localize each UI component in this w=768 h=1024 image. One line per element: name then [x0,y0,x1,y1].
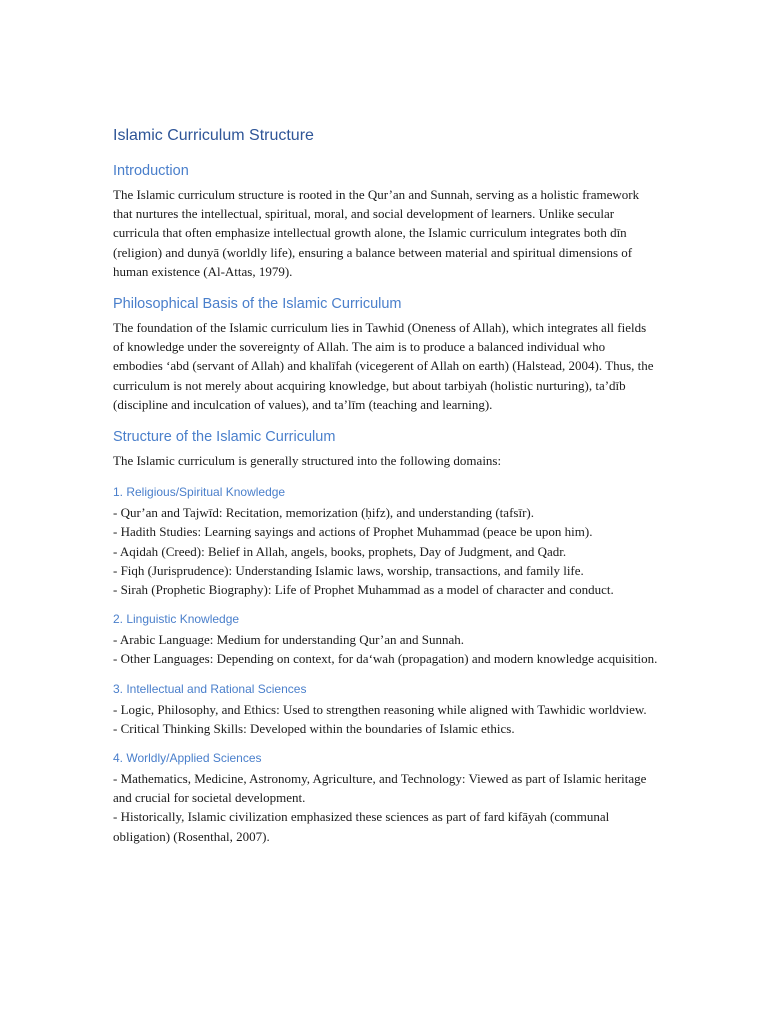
list-item: - Critical Thinking Skills: Developed within the boundaries of Islamic ethics. [113,720,515,736]
list-item: - Historically, Islamic civilization emphasized these sciences as part of fard kifāyah (communal obligation) (Rosenthal, 2007). [113,809,610,844]
introduction-heading: Introduction [113,163,189,179]
structure-paragraph: The Islamic curriculum is generally structured into the following domains: [113,453,502,469]
list-item: - Arabic Language: Medium for understanding Qur’an and Sunnah. [113,632,465,648]
philosophy-heading: Philosophical Basis of the Islamic Curriculum [113,296,402,313]
domain-heading: 3. Intellectual and Rational Sciences [113,681,307,696]
document-title: Islamic Curriculum Structure [113,127,314,144]
list-item: - Mathematics, Medicine, Astronomy, Agriculture, and Technology: Viewed as part of Islamic heritage and crucial for societal development. [113,771,647,806]
philosophy-paragraph: The foundation of the Islamic curriculum lies in Tawhid (Oneness of Allah), which integrates all fields of knowledge under the sovereignty of Allah. The aim is to produce a balanced individual who embodies ‘abd (servant of Allah) and khalīfah (vicegerent of Allah on earth) (Halstead, 2004). Thus, the curriculum is not merely about acquiring knowledge, but about tarbiyah (holistic nurturing), ta’dīb (discipline and inculcation of values), and ta’līm (teaching and learning). [113,320,654,412]
introduction-paragraph: The Islamic curriculum structure is rooted in the Qur’an and Sunnah, serving as a holistic framework that nurtures the intellectual, spiritual, moral, and social development of learners. Unlike secular curricula that often emphasize intellectual growth alone, the Islamic curriculum integrates both dīn (religion) and dunyā (worldly life), ensuring a balance between material and spiritual dimensions of human existence (Al-Attas, 1979). [113,187,640,279]
domain-religious [113,483,658,599]
list-item: - Other Languages: Depending on context, for da‘wah (propagation) and modern knowledge acquisition. [113,651,658,667]
list-item: - Qur’an and Tajwīd: Recitation, memorization (ḥifz), and understanding (tafsīr). [113,505,534,521]
list-item: - Hadith Studies: Learning sayings and actions of Prophet Muhammad (peace be upon him). [113,524,593,540]
list-item: - Fiqh (Jurisprudence): Understanding Islamic laws, worship, transactions, and family life. [113,562,584,578]
philosophy-section [113,294,658,414]
domain-heading: 2. Linguistic Knowledge [113,612,240,627]
domain-heading: 4. Worldly/Applied Sciences [113,751,262,766]
domain-applied [113,749,658,846]
structure-section [113,427,658,470]
domain-heading: 1. Religious/Spiritual Knowledge [113,485,286,500]
list-item: - Logic, Philosophy, and Ethics: Used to strengthen reasoning while aligned with Tawhidic worldview. [113,701,647,717]
structure-heading: Structure of the Islamic Curriculum [113,429,336,446]
domain-linguistic [113,610,658,668]
list-item: - Aqidah (Creed): Belief in Allah, angels, books, prophets, Day of Judgment, and Qadr. [113,543,567,559]
introduction-section [113,161,658,281]
list-item: - Sirah (Prophetic Biography): Life of Prophet Muhammad as a model of character and conduct. [113,582,614,598]
domain-intellectual [113,680,658,738]
